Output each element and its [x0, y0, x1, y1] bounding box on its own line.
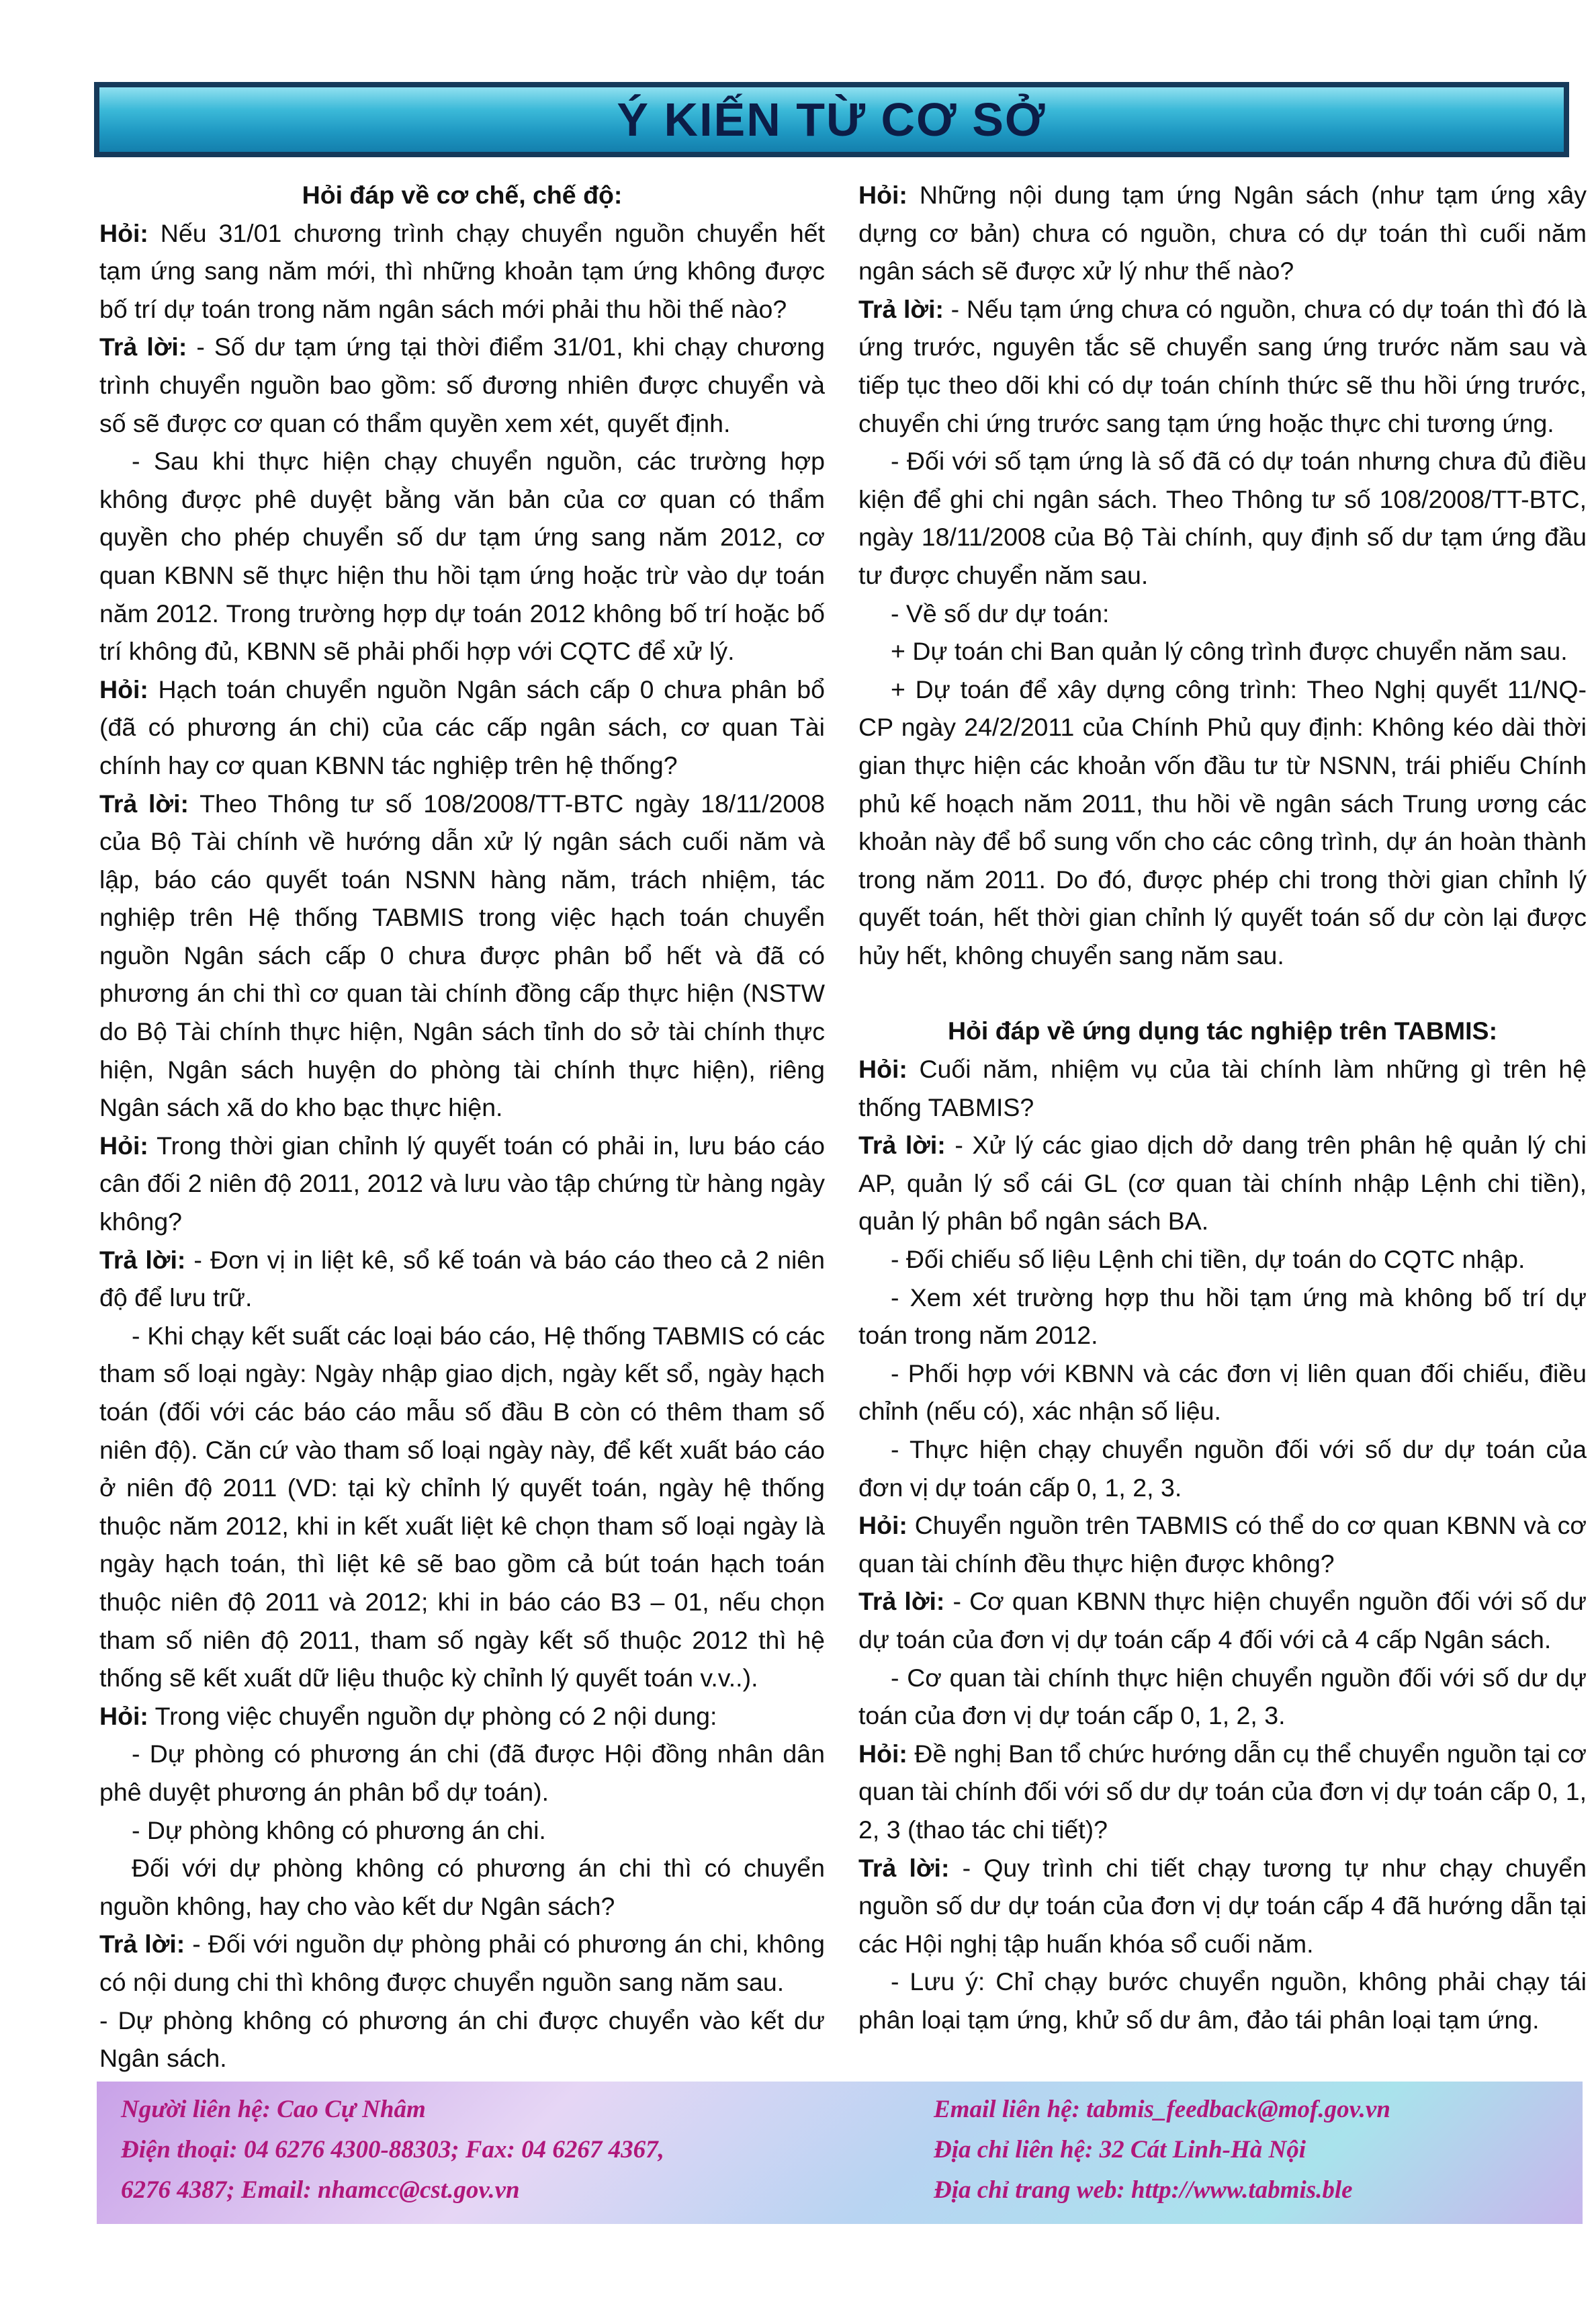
qa-paragraph [99, 328, 825, 442]
qa-text: - Dự phòng không có phương án chi. [132, 1815, 546, 1844]
feedback-email: Email liên hệ: tabmis_feedback@mof.gov.vn [934, 2096, 1390, 2123]
qa-label: Hỏi: [858, 1055, 907, 1084]
contact-address: Địa chỉ liên hệ: 32 Cát Linh-Hà Nội [934, 2136, 1306, 2163]
qa-paragraph [99, 1735, 825, 1811]
qa-paragraph [99, 785, 825, 1127]
qa-label: Trả lời: [99, 1245, 186, 1274]
qa-text: - Phối hợp với KBNN và các đơn vị liên quan đối chiếu, điều chỉnh (nếu có), xác nhận số liệu. [858, 1359, 1587, 1426]
contact-person: Người liên hệ: Cao Cự Nhâm [121, 2096, 426, 2123]
qa-paragraph [99, 442, 825, 671]
qa-paragraph [858, 595, 1587, 633]
qa-paragraph [858, 632, 1587, 671]
contact-email: 6276 4387; Email: nhamcc@cst.gov.vn [121, 2176, 520, 2204]
qa-text: - Nếu tạm ứng chưa có nguồn, chưa có dự toán thì đó là ứng trước, nguyên tắc sẽ chuyển sang ứng trước năm sau và tiếp tục theo dõi khi có dự toán chính thức sẽ thu hồi ứng trước, chuyển chi ứng trước sang tạm ứng hoặc thực chi tương ứng. [858, 294, 1587, 437]
qa-text: - Cơ quan tài chính thực hiện chuyển nguồn đối với số dư dự toán của đơn vị dự toán cấp 0, 1, 2, 3. [858, 1663, 1587, 1730]
qa-text: Chuyển nguồn trên TABMIS có thể do cơ quan KBNN và cơ quan tài chính đều thực hiện được không? [858, 1511, 1587, 1578]
qa-paragraph [858, 1355, 1587, 1430]
qa-paragraph [99, 1127, 825, 1241]
qa-label: Trả lời: [99, 333, 187, 361]
qa-label: Trả lời: [99, 1930, 185, 1959]
left-column [99, 176, 825, 2077]
qa-label: Trả lời: [858, 1587, 945, 1616]
qa-paragraph [99, 1925, 825, 2001]
section-title: Ý KIẾN TỪ CƠ SỞ [617, 93, 1047, 146]
footer-contact-left [121, 2090, 914, 2211]
qa-paragraph [858, 671, 1587, 975]
qa-label: Hỏi: [99, 675, 148, 703]
qa-paragraph [99, 214, 825, 329]
qa-paragraph [858, 290, 1587, 442]
qa-text: - Khi chạy kết suất các loại báo cáo, Hệ thống TABMIS có các tham số loại ngày: Ngày nhập giao dịch, ngày kết sổ, ngày hạch toán (đối với các báo cáo mẫu số đầu B còn có thêm tham số niên độ). Căn cứ vào tham số loại ngày này, để kết xuất báo cáo ở niên độ 2011 (VD: tại kỳ chỉnh lý quyết toán, ngày hệ thống thuộc năm 2012, khi in kết xuất liệt kê chọn tham số loại ngày là ngày hạch toán, thì liệt kê sẽ bao gồm cả bút toán hạch toán thuộc niên độ 2011 và 2012; khi in báo cáo B3 – 01, nếu chọn tham số niên độ 2011, tham số ngày kết số thuộc 2012 thì hệ thống sẽ kết xuất dữ liệu thuộc kỳ chỉnh lý quyết toán v.v..). [99, 1321, 825, 1692]
section-spacer [858, 974, 1587, 1012]
left-heading: Hỏi đáp về cơ chế, chế độ: [302, 181, 623, 209]
qa-text: + Dự toán để xây dựng công trình: Theo Nghị quyết 11/NQ-CP ngày 24/2/2011 của Chính Phủ quy định: Không kéo dài thời gian thực hiện các khoản vốn đầu tư từ NSNN, trái phiếu Chính phủ kế hoạch năm 2011, thu hồi về ngân sách Trung ương các khoản này để bổ sung vốn cho các công trình, dự án hoàn thành trong năm 2011. Do đó, được phép chi trong thời gian chỉnh lý quyết toán, hết thời gian chỉnh lý quyết toán số dư còn lại được hủy hết, không chuyển sang năm sau. [858, 675, 1587, 970]
qa-paragraph [858, 1849, 1587, 1963]
qa-text: - Xem xét trường hợp thu hồi tạm ứng mà không bố trí dự toán trong năm 2012. [858, 1283, 1587, 1350]
qa-label: Hỏi: [858, 1739, 907, 1768]
qa-label: Hỏi: [858, 1511, 907, 1540]
qa-text: Trong việc chuyển nguồn dự phòng có 2 nội dung: [148, 1701, 717, 1730]
qa-paragraph [99, 1849, 825, 1925]
qa-paragraph [99, 1697, 825, 1736]
qa-paragraph [858, 1659, 1587, 1735]
qa-paragraph [99, 2002, 825, 2077]
qa-text: Trong thời gian chỉnh lý quyết toán có phải in, lưu báo cáo cân đối 2 niên độ 2011, 2012 và lưu vào tập chứng từ hàng ngày không? [99, 1131, 825, 1236]
qa-label: Trả lời: [858, 1131, 946, 1160]
qa-text: Đối với dự phòng không có phương án chi thì có chuyển nguồn không, hay cho vào kết dư Ngân sách? [99, 1854, 825, 1920]
qa-label: Hỏi: [99, 218, 148, 247]
website-link[interactable]: Địa chỉ trang web: http://www.tabmis.ble [934, 2176, 1353, 2204]
qa-label: Trả lời: [858, 294, 944, 323]
qa-text: Những nội dung tạm ứng Ngân sách (như tạm ứng xây dựng cơ bản) chưa có nguồn, chưa có dự toán thì cuối năm ngân sách sẽ được xử lý như thế nào? [858, 181, 1587, 286]
qa-text: - Lưu ý: Chỉ chạy bước chuyển nguồn, không phải chạy tái phân loại tạm ứng, khử số dư âm, đảo tái phân loại tạm ứng. [858, 1967, 1587, 2034]
right-heading: Hỏi đáp về ứng dụng tác nghiệp trên TABMIS: [947, 1017, 1498, 1045]
qa-text: - Thực hiện chạy chuyển nguồn đối với số dư dự toán của đơn vị dự toán cấp 0, 1, 2, 3. [858, 1435, 1587, 1502]
qa-paragraph [858, 1963, 1587, 2039]
qa-paragraph [99, 1241, 825, 1317]
qa-paragraph [858, 176, 1587, 290]
qa-text: - Về số dư dự toán: [891, 599, 1110, 628]
qa-paragraph [858, 1279, 1587, 1355]
qa-label: Hỏi: [858, 181, 907, 209]
qa-paragraph [99, 671, 825, 785]
qa-text: Đề nghị Ban tổ chức hướng dẫn cụ thể chuyển nguồn tại cơ quan tài chính đối với số dư dự toán của đơn vị dự toán cấp 0, 1, 2, 3 (thao tác chi tiết)? [858, 1739, 1587, 1844]
qa-label: Hỏi: [99, 1131, 148, 1160]
qa-paragraph [858, 1430, 1587, 1506]
qa-text: - Quy trình chi tiết chạy tương tự như chạy chuyển nguồn số dư dự toán của đơn vị dự toán cấp 4 đã hướng dẫn tại các Hội nghị tập huấn khóa sổ cuối năm. [858, 1853, 1587, 1958]
qa-label: Trả lời: [99, 789, 189, 818]
qa-text: - Xử lý các giao dịch dở dang trên phân hệ quản lý chi AP, quản lý sổ cái GL (cơ quan tài chính nhập Lệnh chi tiền), quản lý phân bổ ngân sách BA. [858, 1131, 1587, 1236]
qa-paragraph [99, 1317, 825, 1697]
section-banner [94, 82, 1569, 157]
qa-label: Hỏi: [99, 1701, 148, 1730]
qa-text: Theo Thông tư số 108/2008/TT-BTC ngày 18/11/2008 của Bộ Tài chính về hướng dẫn xử lý ngân sách cuối năm và lập, báo cáo quyết toán NSNN hàng năm, trách nhiệm, tác nghiệp trên Hệ thống TABMIS trong việc hạch toán chuyển nguồn Ngân sách cấp 0 chưa được phân bổ hết và đã có phương án chi thì cơ quan tài chính đồng cấp thực hiện (NSTW do Bộ Tài chính thực hiện, Ngân sách tỉnh do sở tài chính thực hiện, Ngân sách huyện do phòng tài chính thực hiện), riêng Ngân sách xã do kho bạc thực hiện. [99, 789, 825, 1122]
qa-text: - Dự phòng không có phương án chi được chuyển vào kết dư Ngân sách. [99, 2006, 825, 2073]
qa-text: - Đối chiếu số liệu Lệnh chi tiền, dự toán do CQTC nhập. [891, 1245, 1525, 1274]
contact-footer [97, 2082, 1583, 2224]
qa-paragraph [858, 1126, 1587, 1240]
qa-paragraph [858, 1240, 1587, 1279]
qa-label: Trả lời: [858, 1853, 950, 1882]
qa-text: + Dự toán chi Ban quản lý công trình được chuyển năm sau. [891, 637, 1568, 666]
qa-paragraph [99, 1811, 825, 1850]
qa-text: - Số dư tạm ứng tại thời điểm 31/01, khi chạy chương trình chuyển nguồn bao gồm: số đương nhiên được chuyển và số sẽ được cơ quan có thẩm quyền xem xét, quyết định. [99, 333, 825, 437]
qa-paragraph [858, 1735, 1587, 1849]
qa-text: - Sau khi thực hiện chạy chuyển nguồn, các trường hợp không được phê duyệt bằng văn bản của cơ quan có thẩm quyền cho phép chuyển số dư tạm ứng sang năm 2012, cơ quan KBNN sẽ thực hiện thu hồi tạm ứng hoặc trừ vào dự toán năm 2012. Trong trường hợp dự toán 2012 không bố trí hoặc bố trí không đủ, KBNN sẽ phải phối hợp với CQTC để xử lý. [99, 447, 825, 666]
qa-text: Nếu 31/01 chương trình chạy chuyển nguồn chuyển hết tạm ứng sang năm mới, thì những khoản tạm ứng không được bố trí dự toán trong năm ngân sách mới phải thu hồi thế nào? [99, 218, 825, 323]
footer-contact-right [934, 2090, 1558, 2211]
qa-text: - Đối với nguồn dự phòng phải có phương án chi, không có nội dung chi thì không được chuyển nguồn sang năm sau. [99, 1930, 825, 1996]
qa-text: Cuối năm, nhiệm vụ của tài chính làm những gì trên hệ thống TABMIS? [858, 1055, 1587, 1121]
qa-paragraph [858, 442, 1587, 594]
qa-text: - Đơn vị in liệt kê, sổ kế toán và báo cáo theo cả 2 niên độ để lưu trữ. [99, 1245, 825, 1312]
qa-paragraph [858, 1050, 1587, 1126]
contact-phone: Điện thoại: 04 6276 4300-88303; Fax: 04 6267 4367, [121, 2136, 664, 2163]
qa-text: - Đối với số tạm ứng là số đã có dự toán nhưng chưa đủ điều kiện để ghi chi ngân sách. Theo Thông tư số 108/2008/TT-BTC, ngày 18/11/2008 của Bộ Tài chính, quy định số dư tạm ứng đầu tư được chuyển năm sau. [858, 447, 1587, 589]
qa-paragraph [858, 1582, 1587, 1658]
right-column [858, 176, 1587, 2039]
qa-text: - Cơ quan KBNN thực hiện chuyển nguồn đối với số dư dự toán của đơn vị dự toán cấp 4 đối với cả 4 cấp Ngân sách. [858, 1587, 1587, 1654]
qa-text: Hạch toán chuyển nguồn Ngân sách cấp 0 chưa phân bổ (đã có phương án chi) của các cấp ngân sách, cơ quan Tài chính hay cơ quan KBNN tác nghiệp trên hệ thống? [99, 675, 825, 779]
qa-text: - Dự phòng có phương án chi (đã được Hội đồng nhân dân phê duyệt phương án phân bổ dự toán). [99, 1740, 825, 1806]
qa-paragraph [858, 1506, 1587, 1582]
